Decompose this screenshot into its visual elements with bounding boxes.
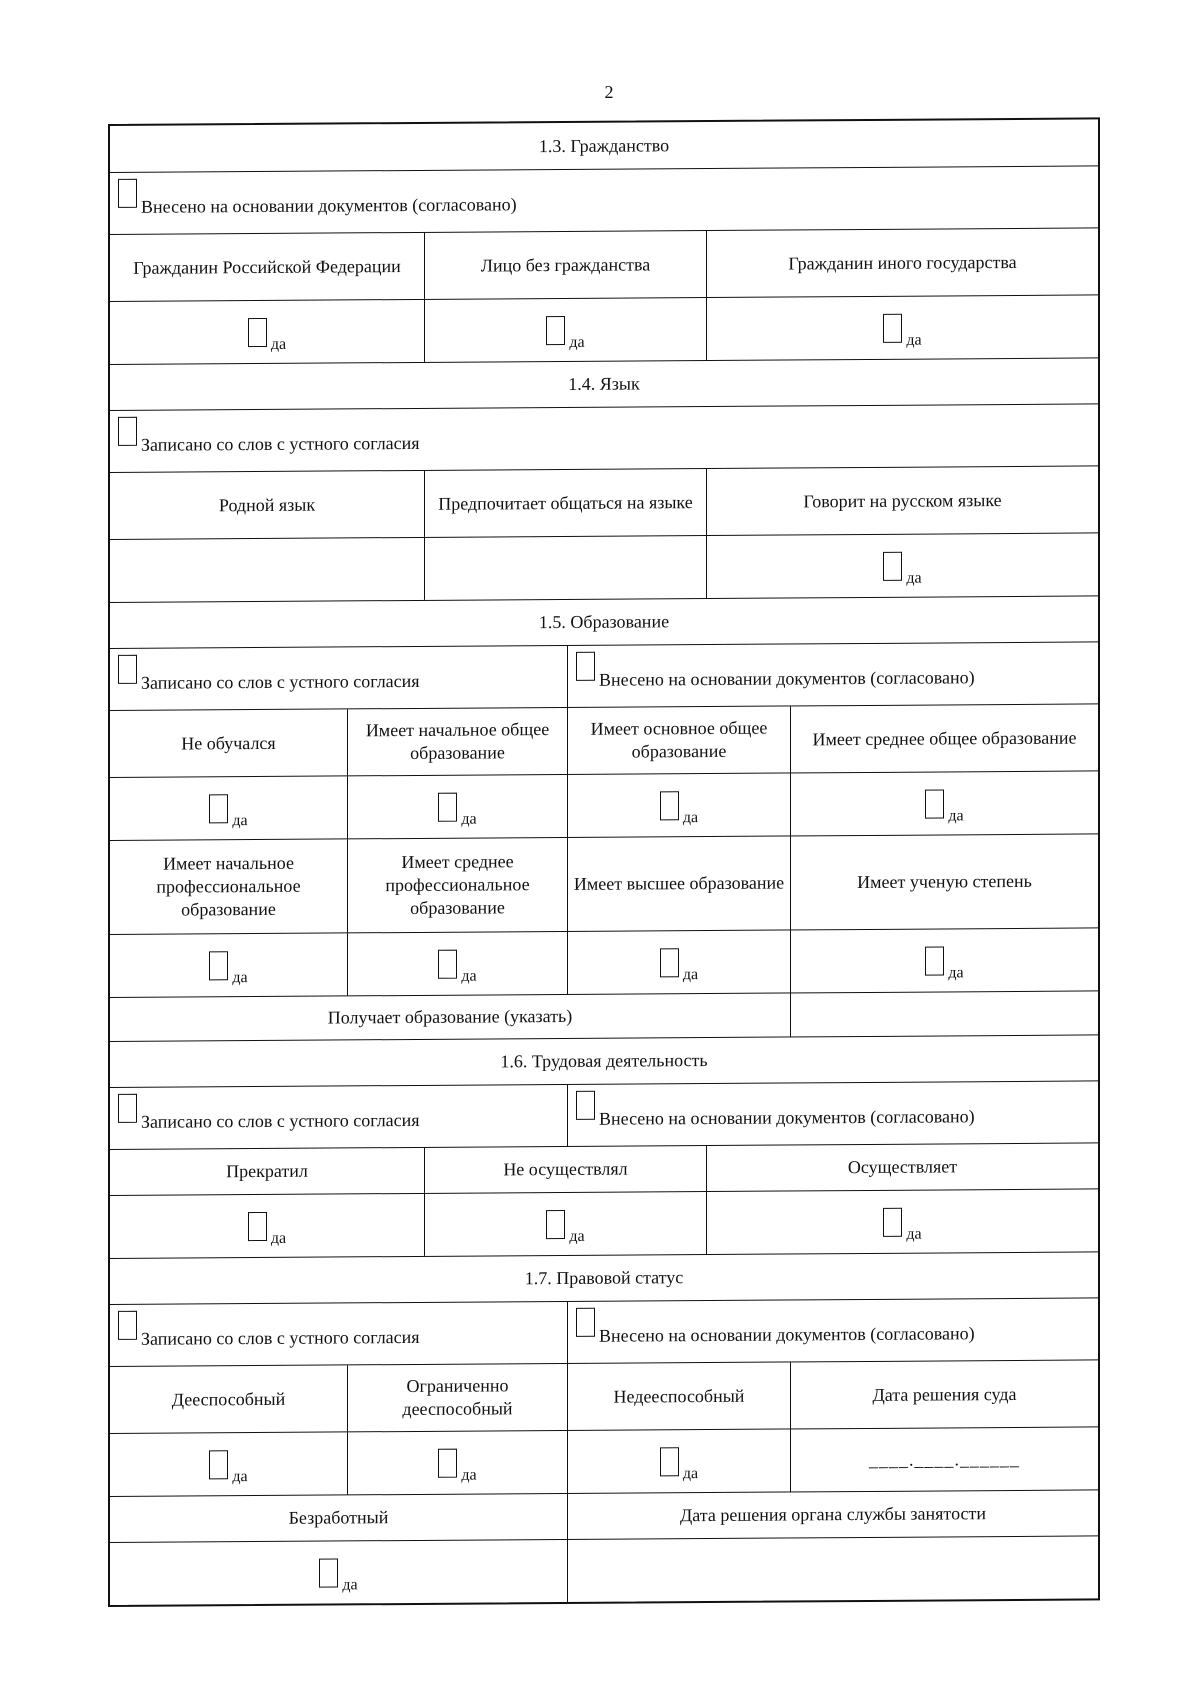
- questionnaire-form: [108, 117, 1100, 1607]
- answer-cell: [110, 1432, 347, 1496]
- receiving-education-field[interactable]: [790, 991, 1098, 1036]
- answer-cell: [424, 298, 706, 362]
- section-work-header: [110, 1034, 1098, 1087]
- education-row2-answers: [110, 927, 1098, 997]
- yes-checkbox[interactable]: [660, 1447, 679, 1476]
- yes-label: да: [232, 968, 248, 986]
- education-receiving-row: [110, 990, 1098, 1041]
- yes-checkbox[interactable]: [883, 1207, 902, 1236]
- column-header: Имеет ученую степень: [790, 834, 1098, 929]
- answer-cell: [347, 775, 567, 838]
- yes-checkbox[interactable]: [546, 1209, 565, 1238]
- receiving-education-label: Получает образование (указать): [327, 1005, 573, 1028]
- column-header: Не обучался: [181, 732, 276, 754]
- section-education-header: [110, 595, 1098, 648]
- basis-oral-checkbox[interactable]: [118, 417, 137, 446]
- answer-cell: [567, 773, 790, 836]
- column-header: Имеет начальное общее образование: [347, 708, 567, 775]
- column-header: Гражданин Российской Федерации: [133, 255, 401, 278]
- answer-cell: [110, 1540, 567, 1605]
- answer-cell: [567, 930, 790, 993]
- yes-checkbox[interactable]: [438, 1448, 457, 1477]
- basis-cell: [110, 404, 1098, 472]
- yes-checkbox[interactable]: [546, 315, 565, 344]
- basis-docs-checkbox[interactable]: [576, 1091, 595, 1120]
- unemployment-answers-row: [110, 1535, 1098, 1605]
- answer-cell: [424, 1192, 706, 1256]
- answer-cell: [110, 300, 424, 364]
- column-header: Лицо без гражданства: [424, 231, 706, 299]
- column-header: Безработный: [288, 1507, 389, 1528]
- yes-checkbox[interactable]: [883, 551, 902, 580]
- legal-basis-row: [110, 1297, 1098, 1366]
- yes-label: да: [569, 333, 585, 351]
- legal-columns-row: [110, 1359, 1098, 1433]
- basis-oral-label: Записано со слов с устного согласия: [141, 432, 420, 455]
- yes-label: да: [682, 965, 699, 983]
- employment-decision-date-field[interactable]: [567, 1536, 1098, 1602]
- yes-checkbox[interactable]: [248, 317, 267, 346]
- work-basis-row: [110, 1080, 1098, 1149]
- yes-checkbox[interactable]: [438, 949, 457, 978]
- education-row2-headers: [110, 833, 1098, 934]
- basis-docs-label: Внесено на основании документов (согласовано): [599, 1106, 975, 1129]
- citizenship-answers-row: [110, 294, 1098, 364]
- yes-checkbox[interactable]: [209, 1450, 228, 1479]
- answer-cell: [110, 933, 347, 997]
- answer-cell: [110, 1194, 424, 1258]
- section-title: 1.6. Трудовая деятельность: [500, 1050, 708, 1072]
- column-header: Имеет начальное профессиональное образование: [156, 852, 301, 920]
- yes-checkbox[interactable]: [209, 794, 228, 823]
- yes-label: да: [682, 1464, 699, 1482]
- citizenship-options-row: [110, 227, 1098, 301]
- basis-cell: [567, 642, 1098, 707]
- section-title: 1.3. Гражданство: [538, 134, 670, 156]
- language-columns-row: [110, 465, 1098, 539]
- column-header: Говорит на русском языке: [706, 466, 1098, 535]
- section-legal-header: [110, 1251, 1098, 1304]
- answer-cell: [790, 771, 1098, 835]
- work-options-row: [110, 1142, 1098, 1195]
- court-decision-date-field[interactable]: [790, 1427, 1098, 1491]
- answer-cell: [347, 932, 567, 995]
- legal-answers-row: [110, 1426, 1098, 1496]
- yes-label: да: [461, 1466, 477, 1484]
- section-language-header: [110, 357, 1098, 410]
- basis-cell: [110, 166, 1098, 234]
- citizenship-basis-row: [110, 165, 1098, 234]
- basis-oral-label: Записано со слов с устного согласия: [141, 1326, 420, 1349]
- basis-docs-label: Внесено на основании документов (согласовано): [141, 194, 517, 217]
- column-header: Родной язык: [218, 494, 316, 515]
- basis-cell: [567, 1081, 1098, 1146]
- column-header: Недееспособный: [567, 1362, 790, 1429]
- basis-docs-checkbox[interactable]: [576, 652, 595, 681]
- yes-label: да: [906, 569, 922, 587]
- basis-cell: [110, 646, 567, 710]
- yes-label: да: [682, 808, 699, 826]
- basis-oral-label: Записано со слов с устного согласия: [141, 1109, 420, 1132]
- language-basis-row: [110, 403, 1098, 472]
- basis-docs-checkbox[interactable]: [118, 179, 137, 208]
- section-title: 1.5. Образование: [538, 611, 670, 633]
- yes-label: да: [569, 1227, 585, 1245]
- answer-cell: [706, 533, 1098, 598]
- answer-cell: [567, 1429, 790, 1492]
- basis-oral-checkbox[interactable]: [118, 1094, 137, 1123]
- yes-checkbox[interactable]: [438, 792, 457, 821]
- yes-checkbox[interactable]: [660, 791, 679, 820]
- section-title: 1.7. Правовой статус: [524, 1267, 684, 1289]
- answer-cell: [347, 1431, 567, 1494]
- basis-cell: [567, 1298, 1098, 1363]
- answer-cell: [790, 928, 1098, 992]
- basis-cell: [110, 1302, 567, 1366]
- education-row1-answers: [110, 770, 1098, 840]
- basis-docs-label: Внесено на основании документов (согласовано): [599, 667, 975, 690]
- page-number: 2: [604, 82, 614, 102]
- basis-cell: [110, 1085, 567, 1149]
- column-header: Дата решения органа службы занятости: [567, 1490, 1098, 1539]
- column-header: Ограниченно дееспособный: [347, 1364, 567, 1431]
- column-header: Не осуществлял: [424, 1146, 706, 1193]
- yes-label: да: [906, 1225, 922, 1243]
- column-header: Дата решения суда: [790, 1360, 1098, 1428]
- yes-label: да: [461, 810, 477, 828]
- date-placeholder: ____.____.______: [869, 1448, 1020, 1470]
- preferred-language-field[interactable]: [424, 536, 706, 600]
- yes-label: да: [948, 963, 964, 981]
- basis-oral-checkbox[interactable]: [118, 655, 137, 684]
- section-citizenship-header: [110, 119, 1098, 172]
- yes-label: да: [461, 967, 477, 985]
- yes-label: да: [948, 806, 964, 824]
- column-header: Имеет среднее общее образование: [790, 704, 1098, 772]
- education-row1-headers: [110, 703, 1098, 777]
- section-title: 1.4. Язык: [568, 373, 640, 394]
- column-header: Предпочитает общаться на языке: [424, 469, 706, 537]
- yes-checkbox[interactable]: [209, 951, 228, 980]
- education-basis-row: [110, 641, 1098, 710]
- yes-label: да: [342, 1575, 358, 1593]
- answer-cell: [706, 1189, 1098, 1254]
- native-language-field[interactable]: [110, 538, 424, 602]
- column-header: Имеет высшее образование: [567, 836, 790, 930]
- basis-oral-checkbox[interactable]: [118, 1311, 137, 1340]
- language-answers-row: [110, 532, 1098, 602]
- unemployment-headers-row: [110, 1489, 1098, 1542]
- work-answers-row: [110, 1188, 1098, 1258]
- basis-docs-label: Внесено на основании документов (согласовано): [599, 1323, 975, 1346]
- yes-checkbox[interactable]: [883, 313, 902, 342]
- column-header: Прекратил: [226, 1160, 308, 1182]
- column-header: Имеет основное общее образование: [567, 706, 790, 773]
- yes-label: да: [270, 1229, 287, 1247]
- column-header: Дееспособный: [171, 1388, 286, 1410]
- yes-label: да: [270, 335, 287, 353]
- answer-cell: [110, 776, 347, 840]
- yes-label: да: [232, 811, 248, 829]
- column-header: Осуществляет: [706, 1143, 1098, 1191]
- column-header: Имеет среднее профессиональное образование: [347, 838, 567, 932]
- column-header: Гражданин иного государства: [706, 228, 1098, 297]
- basis-oral-label: Записано со слов с устного согласия: [141, 670, 420, 693]
- yes-checkbox[interactable]: [660, 948, 679, 977]
- answer-cell: [706, 295, 1098, 360]
- yes-checkbox[interactable]: [319, 1558, 338, 1587]
- yes-label: да: [232, 1467, 248, 1485]
- yes-label: да: [906, 331, 922, 349]
- yes-checkbox[interactable]: [925, 946, 944, 975]
- yes-checkbox[interactable]: [248, 1211, 267, 1240]
- yes-checkbox[interactable]: [925, 789, 944, 818]
- basis-docs-checkbox[interactable]: [576, 1308, 595, 1337]
